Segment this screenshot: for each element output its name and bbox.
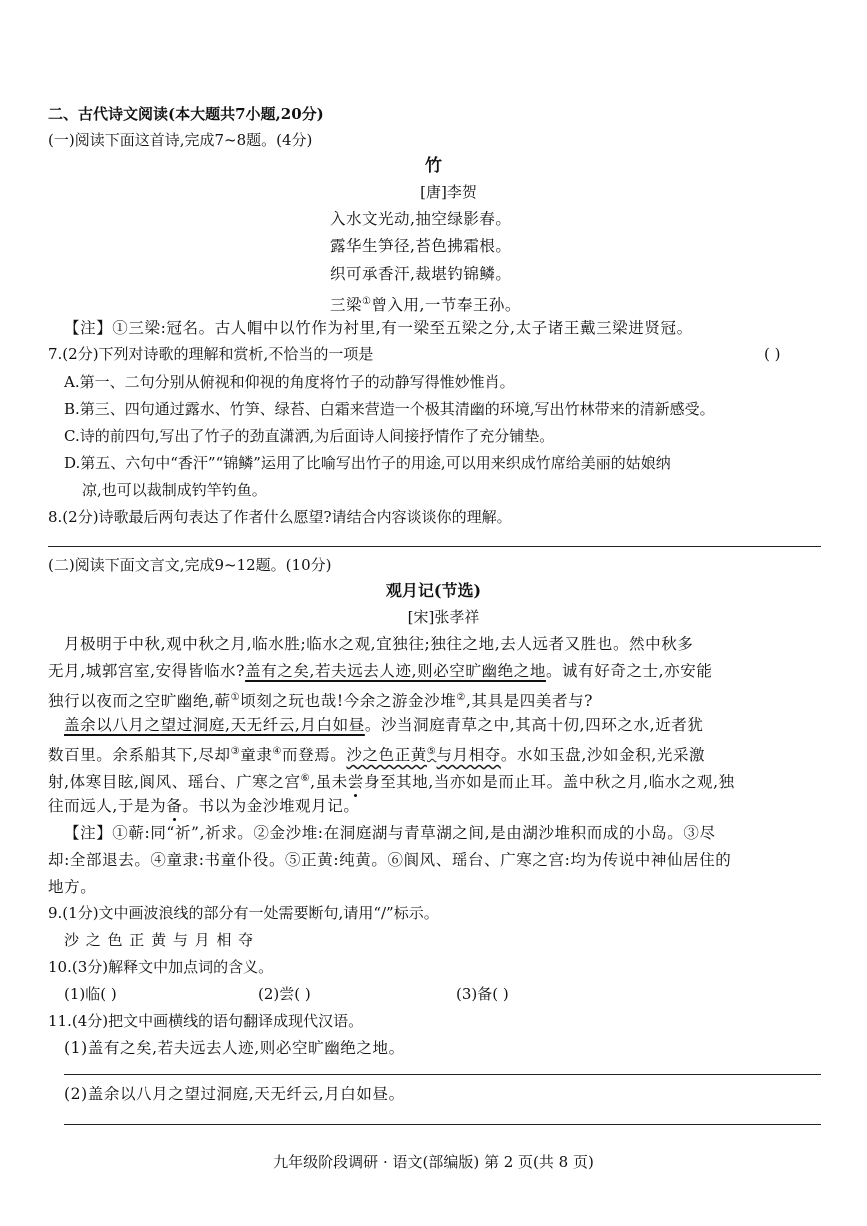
poem-note: 【注】①三梁:冠名。古人帽中以竹作为衬里,有一梁至五梁之分,太子诸王戴三梁进贤冠。: [64, 319, 693, 337]
poem-title: 竹: [425, 156, 442, 176]
underlined-sentence-1: 盖有之矣,若夫远去人迹,则必空旷幽绝之地: [245, 662, 546, 680]
q9-text[interactable]: 沙 之 色 正 黄 与 月 相 夺: [64, 931, 255, 949]
q8-stem: 8.(2分)诗歌最后两句表达了作者什么愿望?请结合内容谈谈你的理解。: [48, 508, 512, 526]
poem-line-4: 三梁①曾入用,一节奉王孙。: [330, 296, 521, 315]
q7-answer-paren[interactable]: ( ): [764, 345, 781, 363]
underlined-sentence-2: 盖余以八月之望过洞庭,天无纤云,月白如昼: [64, 716, 365, 734]
q9-stem: 9.(1分)文中画波浪线的部分有一处需要断句,请用“/”标示。: [48, 904, 439, 922]
q7-option-d-cont: 凉,也可以裁制成钓竿钓鱼。: [82, 481, 267, 499]
prose-note-line3: 地方。: [48, 878, 97, 896]
q7-option-b: B.第三、四句通过露水、竹笋、绿苔、白霜来营造一个极其清幽的环境,写出竹林带来的清新感受。: [64, 400, 715, 418]
prose-author: [宋]张孝祥: [407, 608, 480, 626]
q7-option-a: A.第一、二句分别从俯视和仰视的角度将竹子的动静写得惟妙惟肖。: [64, 373, 515, 391]
section-title: 二、古代诗文阅读(本大题共7小题,20分): [48, 105, 324, 123]
dotted-word-chang: 尝: [347, 773, 364, 792]
page-footer: 九年级阶段调研 · 语文(部编版) 第 2 页(共 8 页): [273, 1153, 594, 1171]
prose-p2-line3: 射,体寒目眩,阆风、瑶台、广寒之宫⑥,虽未尝身至其地,当亦如是而止耳。盖中秋之月,临水之观,独: [48, 773, 735, 792]
q11-2-answer-line[interactable]: [64, 1124, 821, 1125]
prose-p1-line2: 无月,城郭宫室,安得皆临水?盖有之矣,若夫远去人迹,则必空旷幽绝之地。诚有好奇之士,亦安能: [48, 662, 713, 680]
prose-note-line1: 【注】①蕲:同“祈”,祈求。②金沙堆:在洞庭湖与青草湖之间,是由湖沙堆积而成的小岛。③尽: [64, 824, 716, 842]
prose-note-line2: 却:全部退去。④童隶:书童仆役。⑤正黄:纯黄。⑥阆风、瑶台、广寒之宫:均为传说中神仙居住的: [48, 851, 732, 869]
prose-p1-line1: 月极明于中秋,观中秋之月,临水胜;临水之观,宜独往;独往之地,去人远者又胜也。然中秋多: [64, 635, 694, 653]
part2-intro: (二)阅读下面文言文,完成9~12题。(10分): [48, 556, 332, 574]
part1-intro: (一)阅读下面这首诗,完成7~8题。(4分): [48, 131, 313, 149]
prose-p1-line3: 独行以夜而之空旷幽绝,蕲①顷刻之玩也哉!今余之游金沙堆②,其具是四美者与?: [48, 692, 594, 711]
q7-stem: 7.(2分)下列对诗歌的理解和赏析,不恰当的一项是: [48, 345, 374, 363]
q10-stem: 10.(3分)解释文中加点词的含义。: [48, 958, 274, 976]
poem-author: [唐]李贺: [420, 183, 477, 201]
q8-answer-line[interactable]: [48, 546, 821, 547]
prose-title: 观月记(节选): [385, 581, 482, 600]
prose-p2-line4: 往而远人,于是为备。书以为金沙堆观月记。: [48, 797, 360, 815]
q11-stem: 11.(4分)把文中画横线的语句翻译成现代汉语。: [48, 1012, 364, 1030]
poem-line-1: 入水文光动,抽空绿影春。: [330, 210, 512, 228]
q11-1-answer-line[interactable]: [64, 1074, 821, 1075]
q11-sentence-1: (1)盖有之矣,若夫远去人迹,则必空旷幽绝之地。: [64, 1039, 405, 1057]
q7-option-d: D.第五、六句中“香汗”“锦鳞”运用了比喻写出竹子的用途,可以用来织成竹席给美丽的姑娘纳: [64, 454, 671, 472]
q10-item-2[interactable]: (2)尝( ): [258, 985, 311, 1003]
wavy-underlined-text: 沙之色正黄: [346, 746, 427, 765]
q7-option-c: C.诗的前四句,写出了竹子的劲直潇洒,为后面诗人间接抒情作了充分铺垫。: [64, 427, 555, 445]
q10-item-3[interactable]: (3)备( ): [456, 985, 509, 1003]
prose-p2-line2: 数百里。余系船其下,尽却③童隶④而登焉。沙之色正黄⑤与月相夺。水如玉盘,沙如金积,光采激: [48, 746, 706, 765]
q10-item-1[interactable]: (1)临( ): [64, 985, 117, 1003]
dotted-word-bei: 备: [166, 797, 183, 815]
poem-line-3: 织可承香汗,裁堪钓锦鳞。: [330, 265, 512, 283]
q11-sentence-2: (2)盖余以八月之望过洞庭,天无纤云,月白如昼。: [64, 1085, 405, 1103]
poem-line-2: 露华生笋径,苔色拂霜根。: [330, 237, 512, 255]
prose-p2-line1: 盖余以八月之望过洞庭,天无纤云,月白如昼。沙当洞庭青草之中,其高十仞,四环之水,近者犹: [64, 716, 704, 734]
